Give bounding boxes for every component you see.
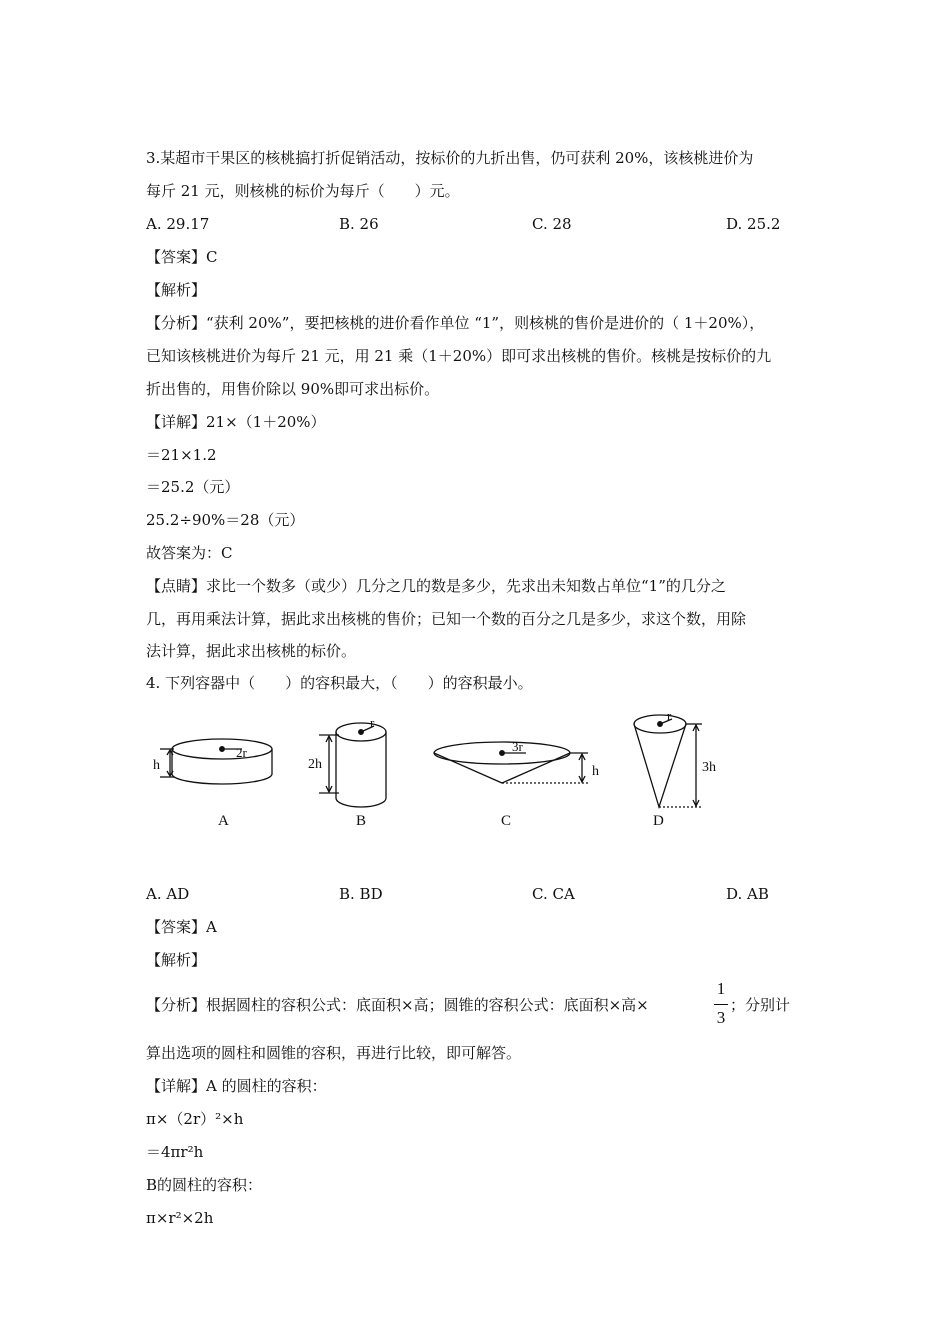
q3-option-c: C. 28 [532, 215, 572, 233]
q4-analysis-heading: 【解析】 [146, 951, 207, 969]
q3-stem-line1: 3.某超市干果区的核桃搞打折促销活动，按标价的九折出售，仍可获利 20%，该核桃进价为 [146, 149, 754, 167]
container-b-height-label: 2h [308, 757, 322, 772]
container-b-radius-label: r [370, 715, 375, 730]
container-c-radius-label: 3r [512, 739, 523, 754]
container-b-label: B [356, 813, 367, 829]
container-b-cylinder [319, 723, 386, 807]
fraction-denominator: 3 [716, 1008, 726, 1027]
fraction-numerator: 1 [716, 979, 726, 998]
container-c-label: C [501, 813, 512, 829]
container-d-cone [634, 715, 702, 807]
q4-option-c: C. CA [532, 885, 575, 903]
q3-dianjing-line3: 法计算，据此求出核桃的标价。 [146, 642, 357, 660]
q3-answer: 【答案】C [146, 248, 218, 266]
container-a-height-label: h [153, 758, 160, 773]
q3-fenxi-line3: 折出售的，用售价除以 90%即可求出标价。 [146, 380, 440, 398]
q3-option-a: A. 29.17 [146, 215, 210, 233]
q3-xiangjie-line4: 25.2÷90%＝28（元） [146, 511, 305, 529]
q4-xiangjie-line4: B的圆柱的容积： [146, 1176, 263, 1194]
q3-option-b: B. 26 [339, 215, 379, 233]
q3-xiangjie-line2: ＝21×1.2 [146, 446, 217, 464]
q3-analysis-heading: 【解析】 [146, 281, 207, 299]
container-a-radius-label: 2r [236, 745, 247, 760]
q3-xiangjie-line3: ＝25.2（元） [146, 478, 240, 496]
q4-xiangjie-line5: π×r²×2h [146, 1209, 214, 1227]
q4-option-d: D. AB [726, 885, 769, 903]
q3-final-answer: 故答案为：C [146, 544, 233, 562]
container-d-height-label: 3h [702, 760, 716, 775]
q3-option-d: D. 25.2 [726, 215, 781, 233]
container-c-height-label: h [592, 764, 599, 779]
q3-fenxi-line2: 已知该核桃进价为每斤 21 元，用 21 乘（1＋20%）即可求出核桃的售价。核桃是按标价的九 [146, 347, 772, 365]
container-c-cone [434, 742, 588, 783]
q4-fenxi-line2: 算出选项的圆柱和圆锥的容积，再进行比较，即可解答。 [146, 1044, 522, 1062]
q3-fenxi-line1: 【分析】“获利 20%”，要把核桃的进价看作单位 “1”，则核桃的售价是进价的（ 1＋20%）， [146, 314, 765, 332]
q4-option-b: B. BD [339, 885, 383, 903]
q3-stem-line2: 每斤 21 元，则核桃的标价为每斤（ ）元。 [146, 182, 460, 200]
q4-xiangjie-line2: π×（2r）²×h [146, 1110, 244, 1128]
q4-fenxi-line1-post: ；分别计 [730, 996, 791, 1014]
q4-stem: 4. 下列容器中（ ）的容积最大，（ ）的容积最小。 [146, 674, 533, 692]
container-a-label: A [218, 813, 229, 829]
q4-fenxi-line1-pre: 【分析】根据圆柱的容积公式：底面积×高；圆锥的容积公式：底面积×高× [146, 996, 649, 1014]
container-a-cylinder [160, 739, 272, 784]
container-d-label: D [653, 813, 664, 829]
container-d-radius-label: r [667, 708, 672, 723]
q4-answer: 【答案】A [146, 918, 217, 936]
q4-xiangjie-line3: ＝4πr²h [146, 1143, 204, 1161]
q3-dianjing-line1: 【点睛】求比一个数多（或少）几分之几的数是多少，先求出未知数占单位“1”的几分之 [146, 577, 726, 595]
q3-xiangjie-line1: 【详解】21×（1＋20%） [146, 413, 326, 431]
q3-dianjing-line2: 几，再用乘法计算，据此求出核桃的售价；已知一个数的百分之几是多少，求这个数，用除 [146, 610, 747, 628]
q4-xiangjie-line1: 【详解】A 的圆柱的容积： [146, 1077, 327, 1095]
fraction-bar [714, 1004, 728, 1005]
q4-option-a: A. AD [146, 885, 190, 903]
q4-containers-figure [146, 705, 746, 835]
